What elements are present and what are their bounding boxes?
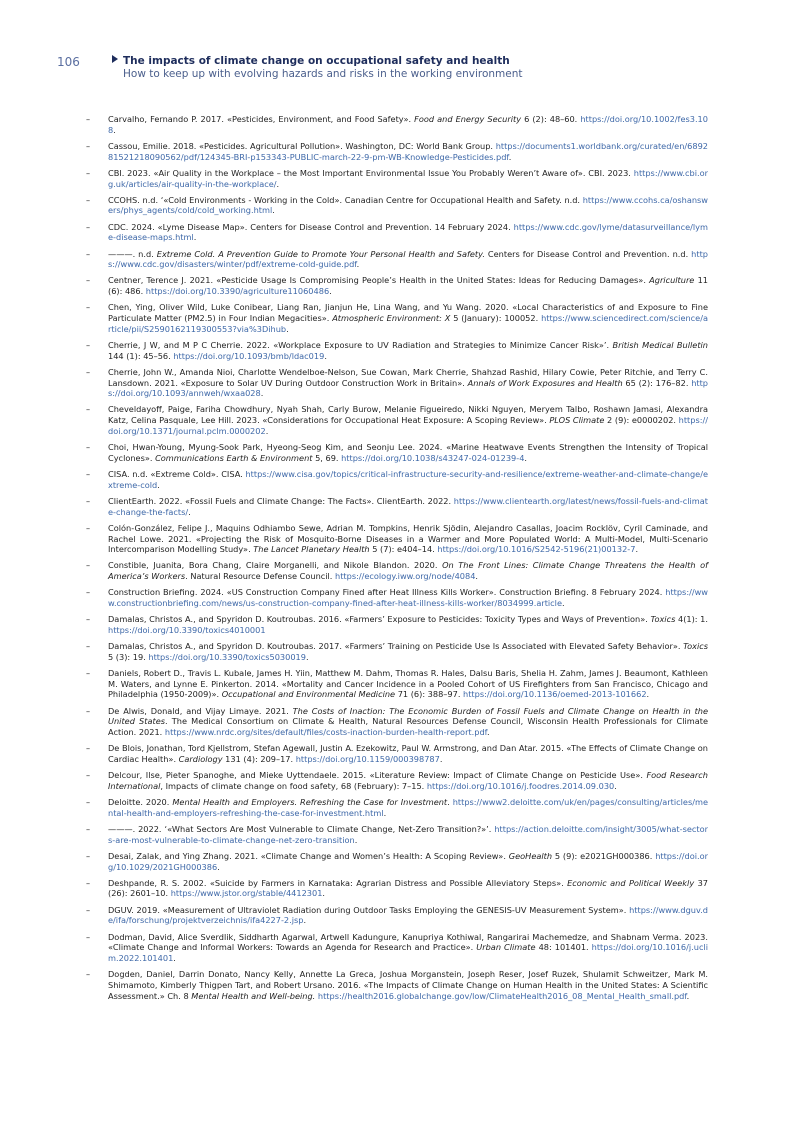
reference-source-title: The Costs of Inaction: The Economic Burden of Fossil Fuels and Climate Change on Health in the United States — [108, 705, 709, 727]
running-header — [112, 55, 752, 81]
reference-text: CBI. 2023. «Air Quality in the Workplace – the Most Important Environmental Issue You Probably Weren’t Aware of». CBI. 2023. — [108, 167, 634, 178]
reference-source-title: Cardiology — [178, 753, 223, 764]
reference-end: . — [286, 323, 289, 334]
list-dash: – — [86, 522, 91, 533]
reference-source-title: Extreme Cold. A Prevention Guide to Promote Your Personal Health and Safety. — [156, 248, 485, 259]
reference-link[interactable]: https://www.cbi.org.uk/articles/air-quality-in-the-workplace/ — [108, 167, 708, 189]
reference-end: . — [276, 178, 280, 189]
reference-end: . — [217, 861, 220, 872]
reference-details: . — [447, 797, 453, 808]
reference-text: Deshpande, R. S. 2002. «Suicide by Farmers in Karnataka: Agrarian Distress and Possible Alleviatory Steps». — [108, 877, 568, 888]
reference-list — [86, 114, 708, 1007]
reference-details: 11 (6): 486. — [108, 275, 708, 297]
reference-link[interactable]: https://doi.org/10.1016/S2542-5196(21)00132-7 — [437, 544, 636, 555]
reference-entry — [86, 302, 708, 334]
reference-end: . — [508, 151, 512, 162]
reference-entry — [86, 560, 708, 581]
list-dash: – — [86, 495, 91, 506]
reference-text: Construction Briefing. 2024. «US Construction Company Fined after Heat Illness Kills Worker». Construction Briefing. 8 February 2024. — [108, 587, 666, 598]
reference-entry — [86, 222, 708, 243]
reference-text: Damalas, Christos A., and Spyridon D. Koutroubas. 2016. «Farmers’ Exposure to Pesticides: Toxicity Types and Ways of Prevention». — [108, 614, 651, 625]
reference-link[interactable]: https://www.constructionbriefing.com/news/us-construction-company-fined-after-heat-illness-kills-worker/8034999.article — [108, 587, 708, 609]
reference-link[interactable]: https://doi.org/10.3390/agriculture11060486 — [145, 286, 330, 297]
reference-entry — [86, 824, 708, 845]
reference-source-title: Toxics — [650, 614, 676, 625]
reference-text: Chen, Ying, Oliver Wild, Luke Conibear, Liang Ran, Jianjun He, Lina Wang, and Yu Wang. 2020. «Local Characteristics of and Exposure to Fine Particulate Matter (PM2.5) in Four Indian Megacities». — [108, 302, 708, 324]
reference-details: 71 (6): 388–97. — [395, 689, 464, 700]
reference-text: ———. n.d. — [108, 248, 157, 259]
reference-entry — [86, 367, 708, 399]
reference-entry — [86, 168, 708, 189]
reference-details: 5 (9): e2021GH000386. — [552, 850, 656, 861]
reference-text: Centner, Terence J. 2021. «Pesticide Usage Is Compromising People’s Health in the United States: Ideas for Reducing Damages». — [108, 275, 650, 286]
reference-link[interactable]: https://doi.org/10.3390/toxics5030019 — [148, 651, 306, 662]
reference-link[interactable]: https://doi.org/10.1016/j.foodres.2014.09.030 — [426, 780, 615, 791]
reference-details: 37 (26): 2601–10. — [108, 877, 708, 899]
reference-link[interactable]: https://doi.org/10.3390/toxics4010001 — [108, 624, 266, 635]
reference-end: . — [562, 598, 565, 609]
reference-source-title: Agriculture — [649, 275, 695, 286]
reference-source-title: PLOS Climate — [549, 415, 605, 426]
reference-link[interactable]: https://documents1.worldbank.org/curated/en/689281521218090562/pdf/124345-BRI-p153343-PUBLIC-march-22-9-pm-WB-Knowledge-Pesticides.pdf — [108, 140, 708, 162]
reference-text: Cassou, Emilie. 2018. «Pesticides. Agricultural Pollution». Washington, DC: World Bank Group. — [108, 140, 496, 151]
list-dash: – — [86, 366, 91, 377]
reference-text: CISA. n.d. «Extreme Cold». CISA. — [108, 468, 246, 479]
reference-link[interactable]: https://doi.org/10.1136/oemed-2013-101662 — [463, 689, 647, 700]
reference-end: . — [524, 452, 528, 463]
reference-source-title: Urban Climate — [476, 942, 536, 953]
reference-source-title: The Lancet Planetary Health — [253, 544, 370, 555]
reference-link[interactable]: https://www.sciencedirect.com/science/article/pii/S2590162119300553?via%3Dihub — [108, 313, 708, 334]
reference-text: Colón-González, Felipe J., Maquins Odhiambo Sewe, Adrian M. Tompkins, Henrik Sjödin, Alejandro Casallas, Joacim Rocklöv, Cyril Caminade, and Rachel Lowe. 2021. «Projecting the Risk of Mosquito-Borne Diseases in a Warmer and More Populated World: A Multi-Model, Multi-Scenario Intercomparison Modelling Study». — [108, 522, 708, 555]
reference-entry — [86, 469, 708, 490]
reference-text: CDC. 2024. «Lyme Disease Map». Centers for Disease Control and Prevention. 14 February 2024. — [108, 221, 514, 232]
reference-link[interactable]: https://www.cdc.gov/disasters/winter/pdf/extreme-cold-guide.pdf — [108, 248, 708, 270]
reference-text: Cherrie, J W, and M P C Cherrie. 2022. «Workplace Exposure to UV Radiation and Strategies to Minimize Cancer Risk»’. — [108, 339, 613, 350]
triangle-bullet-icon — [112, 55, 118, 63]
reference-end: . — [329, 286, 332, 297]
reference-link[interactable]: https://www.ccohs.ca/oshanswers/phys_agents/cold/cold_working.html — [108, 194, 708, 216]
reference-source-title: Mental Health and Employers. Refreshing the Case for Investment — [172, 797, 448, 808]
list-dash: – — [86, 797, 91, 808]
reference-text: Choi, Hwan-Young, Myung-Sook Park, Hyeong-Seog Kim, and Seonju Lee. 2024. «Marine Heatwave Events Strengthen the Intensity of Tropical Cyclones». — [108, 442, 708, 463]
reference-entry — [86, 141, 708, 162]
reference-end: . — [188, 506, 191, 517]
reference-link[interactable]: https://action.deloitte.com/insight/3005/what-sectors-are-most-vulnerable-to-climate-change-net-zero-transition — [108, 823, 708, 845]
reference-entry — [86, 905, 708, 926]
list-dash: – — [86, 248, 91, 259]
reference-end: . — [686, 990, 690, 1001]
reference-text: Daniels, Robert D., Travis L. Kubale, James H. Yiin, Matthew M. Dahm, Thomas R. Hales, Dalsu Baris, Shelia H. Zahm, James J. Beaumont, Kathleen M. Waters, and Lynne E. Pinkerton. 2014. «Mortality and Cancer Incidence in a Pooled Cohort of US Firefighters from San Francisco, Chicago and Philadelphia (1950-2009)». — [108, 668, 708, 700]
list-dash: – — [86, 275, 91, 286]
reference-link[interactable]: https://health2016.globalchange.gov/low/ClimateHealth2016_08_Mental_Health_small.pdf — [317, 990, 687, 1001]
list-dash: – — [86, 339, 91, 350]
reference-link[interactable]: https://doi.org/10.1093/bmb/ldac019 — [173, 350, 325, 361]
reference-entry — [86, 668, 708, 700]
reference-entry — [86, 587, 708, 608]
reference-source-title: Mental Health and Well-being. — [191, 990, 316, 1001]
reference-details: 131 (4): 209–17. — [222, 753, 296, 764]
reference-source-title: On The Front Lines: Climate Change Threatens the Health of America’s Workers — [108, 560, 708, 582]
reference-end: . — [157, 479, 160, 490]
reference-link[interactable]: https://www.cdc.gov/lyme/datasurveillance/lyme-disease-maps.html — [108, 221, 708, 243]
reference-source-title: Communications Earth & Environment — [155, 452, 313, 463]
reference-link[interactable]: https://www.nrdc.org/sites/default/files/costs-inaction-burden-health-report.pdf — [164, 727, 487, 738]
reference-details: 5, 69. — [312, 452, 342, 463]
reference-entry — [86, 523, 708, 555]
reference-link[interactable]: https://www2.deloitte.com/uk/en/pages/consulting/articles/mental-health-and-employers-refreshing-the-case-for-investment.html — [108, 797, 708, 818]
list-dash: – — [86, 194, 91, 205]
reference-end: . — [439, 753, 443, 764]
reference-end: . — [303, 915, 307, 926]
reference-end: . — [193, 232, 197, 243]
reference-details: . Natural Resource Defense Council. — [185, 571, 336, 582]
reference-entry — [86, 114, 708, 135]
list-dash: – — [86, 587, 91, 598]
reference-end: . — [646, 689, 650, 700]
reference-entry — [86, 641, 708, 662]
reference-end: . — [113, 124, 116, 135]
list-dash: – — [86, 404, 91, 415]
reference-end: . — [486, 727, 490, 738]
reference-entry — [86, 770, 708, 791]
reference-entry — [86, 797, 708, 818]
reference-end: . — [272, 205, 275, 216]
reference-source-title: GeoHealth — [508, 850, 553, 861]
reference-source-title: Occupational and Environmental Medicine — [221, 689, 396, 700]
reference-entry — [86, 969, 708, 1001]
reference-link[interactable]: https://www.cisa.gov/topics/critical-infrastructure-security-and-resilience/extreme-weather-and-climate-change/extreme-cold — [108, 468, 708, 490]
reference-text: Deloitte. 2020. — [108, 797, 173, 808]
list-dash: – — [86, 114, 91, 124]
list-dash: – — [86, 560, 91, 571]
reference-text: Cherrie, John W., Amanda Nioi, Charlotte Wendelboe-Nelson, Sue Cowan, Mark Cherrie, Shahzad Rashid, Hilary Cowie, Peter Ritchie, and Terry C. Lansdown. 2021. «Exposure to Solar UV During Outdoor Construction Work in Britain». — [108, 366, 708, 388]
reference-details: Centers for Disease Control and Prevention. n.d. — [484, 248, 692, 259]
reference-details: 6 (2): 48–60. — [521, 114, 581, 124]
reference-details: 2 (9): e0000202. — [604, 415, 679, 426]
reference-link[interactable]: https://www.dguv.de/ifa/forschung/projektverzeichnis/ifa4227-2.jsp — [108, 904, 708, 926]
list-dash: – — [86, 904, 91, 915]
list-dash: – — [86, 468, 91, 479]
reference-end: . — [354, 834, 358, 845]
reference-link[interactable]: https://doi.org/10.1093/annweh/wxaa028 — [108, 377, 708, 399]
reference-link[interactable]: https://doi.org/10.1371/journal.pclm.0000202 — [108, 415, 708, 436]
list-dash: – — [86, 705, 91, 716]
reference-end: . — [322, 888, 326, 899]
reference-details: 65 (2): 176–82. — [622, 377, 692, 388]
reference-end: . — [305, 651, 309, 662]
reference-entry — [86, 275, 708, 296]
reference-entry — [86, 706, 708, 738]
reference-link[interactable]: https://www.jstor.org/stable/4412301 — [170, 888, 323, 899]
reference-end: . — [260, 388, 264, 399]
reference-entry — [86, 249, 708, 270]
reference-details: 4(1): 1. — [675, 614, 708, 625]
reference-text: CCOHS. n.d. ‘«Cold Environments - Working in the Cold». Canadian Centre for Occupational Health and Safety. n.d. — [108, 194, 583, 205]
reference-link[interactable]: https://www.clientearth.org/latest/news/fossil-fuels-and-climate-change-the-facts/ — [108, 495, 708, 517]
reference-entry — [86, 878, 708, 899]
list-dash: – — [86, 302, 91, 313]
reference-entry — [86, 496, 708, 517]
list-dash: – — [86, 743, 91, 754]
reference-entry — [86, 195, 708, 216]
reference-source-title: Atmospheric Environment: X — [332, 313, 451, 324]
reference-details: . The Medical Consortium on Climate & Health, Natural Resources Defense Council, Wisconsin Health Professionals for Climate Action. 2021. — [108, 716, 708, 738]
header-subtitle: How to keep up with evolving hazards and risks in the working environment — [123, 68, 523, 80]
reference-text: Carvalho, Fernando P. 2017. «Pesticides, Environment, and Food Safety». — [108, 114, 415, 124]
list-dash: – — [86, 969, 91, 980]
list-dash: – — [86, 877, 91, 888]
reference-link[interactable]: https://doi.org/10.1016/j.uclim.2022.101401 — [108, 942, 709, 963]
list-dash: – — [86, 167, 91, 178]
list-dash: – — [86, 140, 91, 151]
reference-text: DGUV. 2019. «Measurement of Ultraviolet Radiation during Outdoor Tasks Employing the GENESIS-UV Measurement System». — [108, 904, 630, 915]
list-dash: – — [86, 641, 91, 652]
reference-link[interactable]: https://ecology.iww.org/node/4084 — [335, 571, 476, 582]
reference-entry — [86, 614, 708, 635]
reference-entry — [86, 404, 708, 436]
reference-link[interactable]: https://doi.org/10.1029/2021GH000386 — [108, 850, 708, 872]
list-dash: – — [86, 850, 91, 861]
reference-end: . — [173, 953, 176, 963]
reference-text: Dodman, David, Alice Sverdlik, Siddharth Agarwal, Artwell Kadungure, Kanupriya Kothiwal, Rangarirai Machemedze, and Shabnam Verma. 2023. «Climate Change and Informal Workers: Towards an Agenda for Research and Practice». — [108, 931, 708, 953]
reference-text: De Alwis, Donald, and Vijay Limaye. 2021. — [108, 705, 293, 716]
reference-details: 5 (7): e404–14. — [369, 544, 438, 555]
reference-details: 5 (January): 100052. — [450, 313, 542, 324]
list-dash: – — [86, 770, 91, 781]
reference-link[interactable]: https://doi.org/10.1038/s43247-024-01239-4 — [341, 452, 525, 463]
page-number: 106 — [57, 55, 80, 69]
list-dash: – — [86, 931, 91, 942]
reference-details: 5 (3): 19. — [108, 651, 149, 662]
reference-source-title: Food Research International — [108, 770, 708, 791]
reference-text: Constible, Juanita, Bora Chang, Claire Morganelli, and Nikole Blandon. 2020. — [108, 560, 443, 571]
reference-text: Desai, Zalak, and Ying Zhang. 2021. «Climate Change and Women’s Health: A Scoping Review». — [108, 850, 509, 861]
reference-end: . — [635, 544, 639, 555]
reference-source-title: Economic and Political Weekly — [567, 877, 695, 888]
reference-text: De Blois, Jonathan, Tord Kjellstrom, Stefan Agewall, Justin A. Ezekowitz, Paul W. Armstrong, and Dan Atar. 2015. «The Effects of Climate Change on Cardiac Health». — [108, 743, 708, 764]
reference-text: Delcour, Ilse, Pieter Spanoghe, and Mieke Uyttendaele. 2015. «Literature Review: Impact of Climate Change on Pesticide Use». — [108, 770, 647, 781]
reference-end: . — [383, 807, 387, 818]
reference-link[interactable]: https://doi.org/10.1159/000398787 — [295, 753, 440, 764]
reference-details: 144 (1): 45–56. — [108, 350, 174, 361]
reference-text: Dogden, Daniel, Darrin Donato, Nancy Kelly, Annette La Greca, Joshua Morganstein, Joseph Reser, Josef Ruzek, Shulamit Schweitzer, Mark M. Shimamoto, Kimberly Thigpen Tart, and Robert Ursano. 2016. «The Impacts of Climate Change on Human Health in the United States: A Scientific Assessment.» Ch. 8 — [108, 969, 708, 1001]
reference-text: ———. 2022. ‘«What Sectors Are Most Vulnerable to Climate Change, Net-Zero Transition?»’. — [108, 823, 495, 834]
reference-source-title: Toxics — [683, 641, 708, 652]
reference-end: . — [614, 780, 617, 791]
list-dash: – — [86, 614, 91, 625]
reference-text: Damalas, Christos A., and Spyridon D. Koutroubas. 2017. «Farmers’ Training on Pesticide Use Is Associated with Elevated Safety Behavior». — [108, 641, 684, 652]
reference-text: Cheveldayoff, Paige, Fariha Chowdhury, Nyah Shah, Carly Burow, Melanie Figueiredo, Nikki Nguyen, Meryem Talbo, Roshawn Jamasi, Alexandra Katz, Celina Pasquale, Lee Hill. 2023. «Considerations for Occupational Heat Exposure: A Scoping Review». — [108, 404, 708, 426]
reference-entry — [86, 442, 708, 463]
reference-details: , Impacts of climate change on food safety, 68 (February): 7–15. — [160, 780, 427, 791]
reference-end: . — [356, 259, 360, 270]
header-title — [112, 55, 752, 68]
reference-source-title: Annals of Work Exposures and Health — [467, 377, 623, 388]
reference-entry — [86, 932, 708, 964]
reference-source-title: Food and Energy Security — [414, 114, 522, 124]
list-dash: – — [86, 823, 91, 834]
reference-entry — [86, 743, 708, 764]
reference-source-title: British Medical Bulletin — [612, 339, 708, 350]
reference-end: . — [475, 571, 479, 582]
header-title-text: The impacts of climate change on occupational safety and health — [123, 55, 510, 67]
reference-entry — [86, 340, 708, 361]
reference-end: . — [324, 350, 327, 361]
list-dash: – — [86, 221, 91, 232]
list-dash: – — [86, 442, 91, 453]
reference-details: 48: 101401. — [535, 942, 592, 953]
reference-link[interactable]: https://doi.org/10.1002/fes3.108 — [108, 114, 708, 135]
reference-entry — [86, 851, 708, 872]
reference-text: ClientEarth. 2022. «Fossil Fuels and Climate Change: The Facts». ClientEarth. 2022. — [108, 495, 454, 506]
list-dash: – — [86, 668, 91, 679]
reference-end: . — [265, 425, 269, 436]
